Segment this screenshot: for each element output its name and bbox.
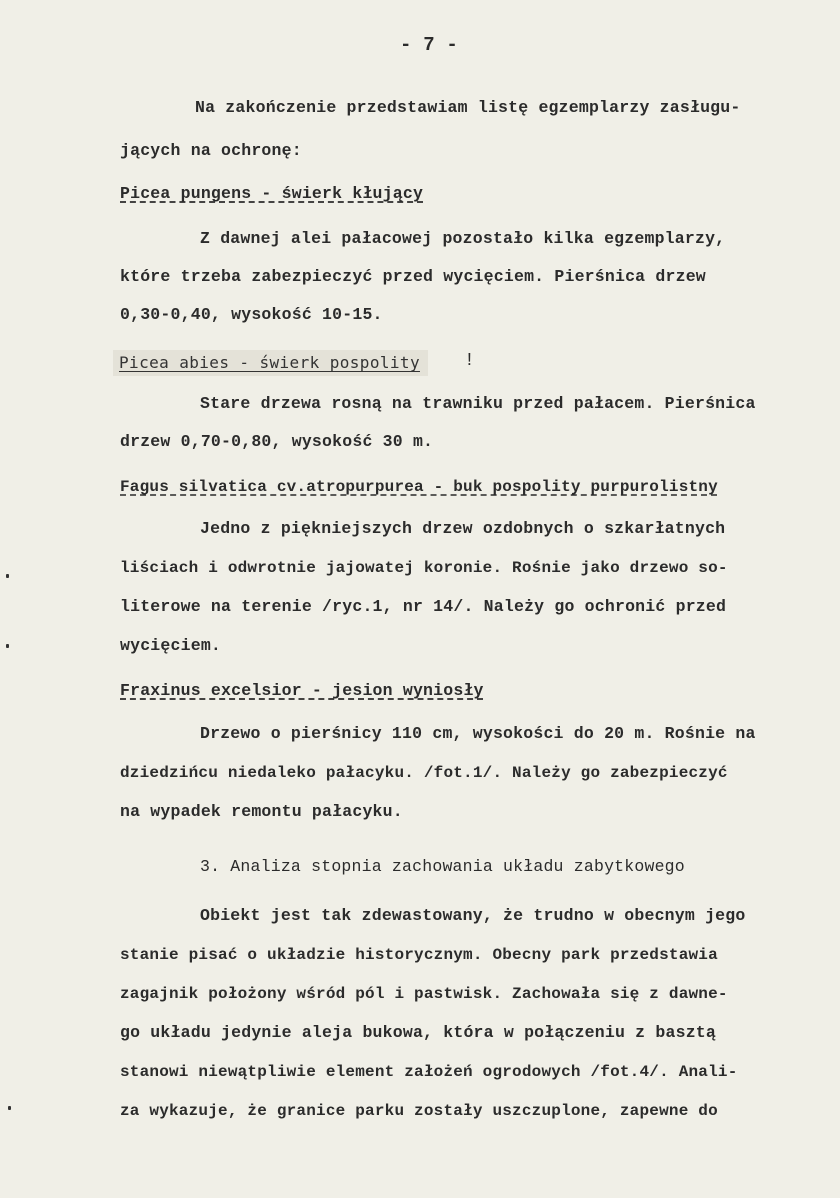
species-heading-picea-abies: Picea abies - świerk pospolity <box>113 350 428 376</box>
text-line: literowe na terenie /ryc.1, nr 14/. Należy go ochronić przed <box>120 597 727 616</box>
correction-mark: ! <box>464 351 476 371</box>
text-line: Z dawnej alei pałacowej pozostało kilka egzemplarzy, <box>200 229 726 248</box>
margin-mark <box>6 644 9 648</box>
text-line: jących na ochronę: <box>120 141 302 160</box>
species-heading-fraxinus-excelsior: Fraxinus excelsior - jesion wyniosły <box>120 681 484 700</box>
text-line: które trzeba zabezpieczyć przed wycięciem. Pierśnica drzew <box>120 267 706 286</box>
text-line: 0,30-0,40, wysokość 10-15. <box>120 305 383 324</box>
text-line: za wykazuje, że granice parku zostały uszczuplone, zapewne do <box>120 1102 718 1120</box>
text-line: Na zakończenie przedstawiam listę egzemplarzy zasługu- <box>195 98 741 117</box>
page-number: - 7 - <box>400 34 459 56</box>
species-heading-fagus-silvatica: Fagus silvatica cv.atropurpurea - buk pospolity purpurolistny <box>120 478 718 496</box>
text-line: Jedno z piękniejszych drzew ozdobnych o szkarłatnych <box>200 519 726 538</box>
margin-mark <box>6 574 9 578</box>
text-line: zagajnik położony wśród pól i pastwisk. Zachowała się z dawne- <box>120 985 728 1003</box>
text-line: dziedzińcu niedaleko pałacyku. /fot.1/. Należy go zabezpieczyć <box>120 764 728 782</box>
species-heading-picea-pungens: Picea pungens - świerk kłujący <box>120 184 424 203</box>
section-heading: 3. Analiza stopnia zachowania układu zabytkowego <box>200 857 685 876</box>
text-line: liściach i odwrotnie jajowatej koronie. Rośnie jako drzewo so- <box>120 559 728 577</box>
text-line: Drzewo o pierśnicy 110 cm, wysokości do 20 m. Rośnie na <box>200 724 756 743</box>
text-line: Obiekt jest tak zdewastowany, że trudno w obecnym jego <box>200 906 746 925</box>
text-line: Stare drzewa rosną na trawniku przed pałacem. Pierśnica <box>200 394 756 413</box>
text-line: drzew 0,70-0,80, wysokość 30 m. <box>120 432 434 451</box>
text-line: go układu jedynie aleja bukowa, która w połączeniu z basztą <box>120 1023 716 1042</box>
text-line: stanie pisać o układzie historycznym. Obecny park przedstawia <box>120 946 718 964</box>
text-line: stanowi niewątpliwie element założeń ogrodowych /fot.4/. Anali- <box>120 1063 738 1081</box>
margin-mark <box>8 1106 11 1110</box>
text-line: wycięciem. <box>120 636 222 655</box>
text-line: na wypadek remontu pałacyku. <box>120 802 403 821</box>
